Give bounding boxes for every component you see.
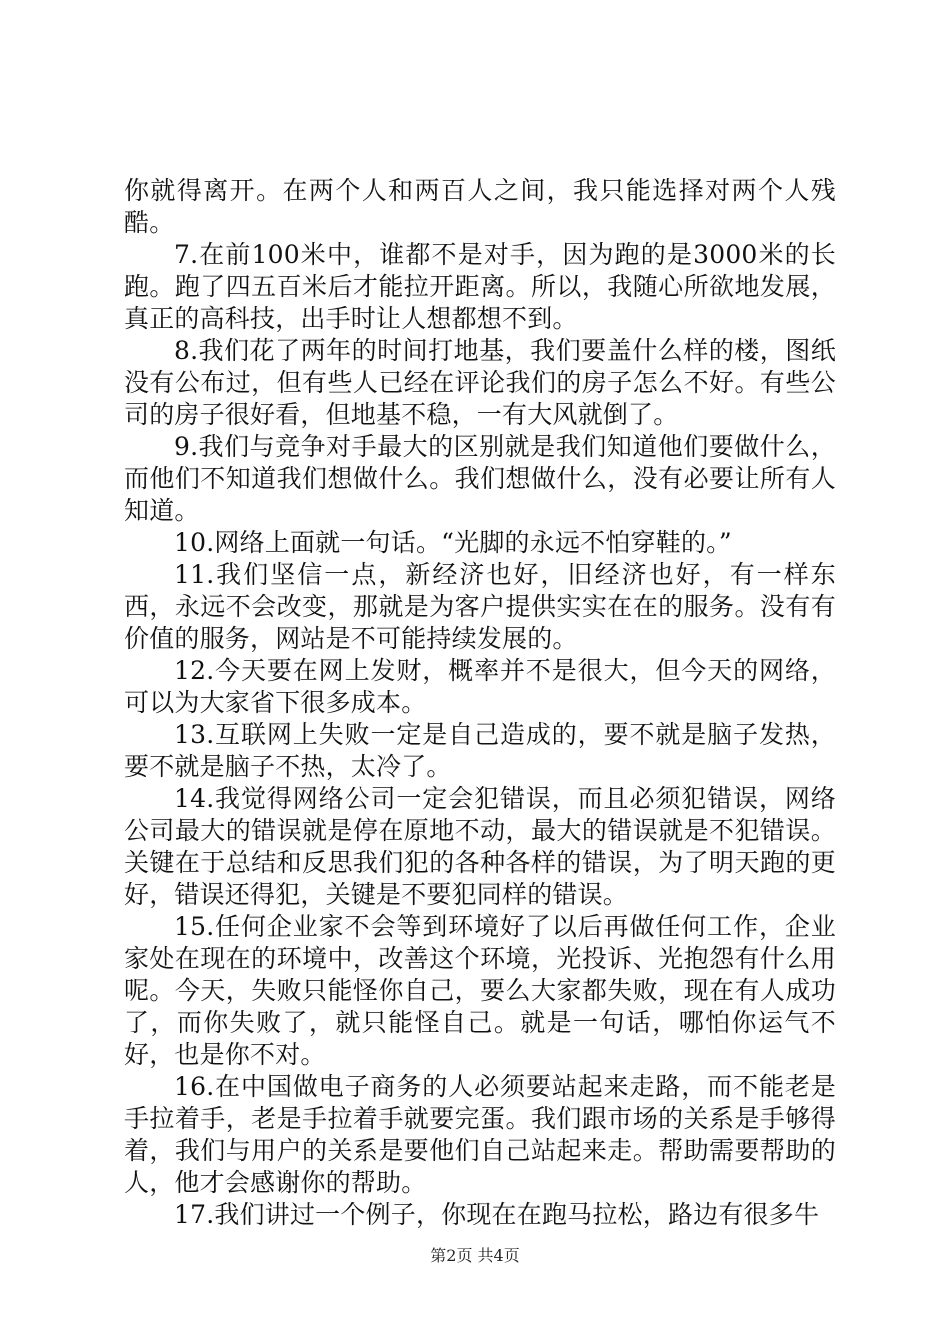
paragraph-quote-13: 13.互联网上失败一定是自己造成的，要不就是脑子发热，要不就是脑子不热，太冷了。 <box>124 720 836 781</box>
paragraph-quote-8: 8.我们花了两年的时间打地基，我们要盖什么样的楼，图纸没有公布过，但有些人已经在评论我们的房子怎么不好。有些公司的房子很好看，但地基不稳，一有大风就倒了。 <box>124 336 836 429</box>
paragraph-quote-9: 9.我们与竞争对手最大的区别就是我们知道他们要做什么，而他们不知道我们想做什么。我们想做什么，没有必要让所有人知道。 <box>124 432 836 525</box>
page-footer: 第2页 共4页 <box>430 1246 520 1265</box>
paragraph: 你就得离开。在两个人和两百人之间，我只能选择对两个人残酷。 <box>124 176 836 237</box>
paragraph-quote-16: 16.在中国做电子商务的人必须要站起来走路，而不能老是手拉着手，老是手拉着手就要完蛋。我们跟市场的关系是手够得着，我们与用户的关系是要他们自己站起来走。帮助需要帮助的人，他才会感谢你的帮助。 <box>124 1072 836 1197</box>
paragraph-quote-12: 12.今天要在网上发财，概率并不是很大，但今天的网络，可以为大家省下很多成本。 <box>124 656 836 717</box>
document-body <box>124 175 836 1231</box>
paragraph-quote-15: 15.任何企业家不会等到环境好了以后再做任何工作，企业家处在现在的环境中，改善这个环境，光投诉、光抱怨有什么用呢。今天，失败只能怪你自己，要么大家都失败，现在有人成功了，而你失败了，就只能怪自己。就是一句话，哪怕你运气不好，也是你不对。 <box>124 912 836 1069</box>
paragraph-quote-14: 14.我觉得网络公司一定会犯错误，而且必须犯错误，网络公司最大的错误就是停在原地不动，最大的错误就是不犯错误。关键在于总结和反思我们犯的各种各样的错误，为了明天跑的更好，错误还得犯，关键是不要犯同样的错误。 <box>124 784 836 909</box>
paragraph-quote-10: 10.网络上面就一句话。“光脚的永远不怕穿鞋的。” <box>174 528 732 557</box>
paragraph-quote-7: 7.在前100米中，谁都不是对手，因为跑的是3000米的长跑。跑了四五百米后才能拉开距离。所以，我随心所欲地发展，真正的高科技，出手时让人想都想不到。 <box>124 240 836 333</box>
paragraph-quote-11: 11.我们坚信一点，新经济也好，旧经济也好，有一样东西，永远不会改变，那就是为客户提供实实在在的服务。没有有价值的服务，网站是不可能持续发展的。 <box>124 560 836 653</box>
paragraph-quote-17: 17.我们讲过一个例子，你现在在跑马拉松，路边有很多牛 <box>174 1200 820 1229</box>
